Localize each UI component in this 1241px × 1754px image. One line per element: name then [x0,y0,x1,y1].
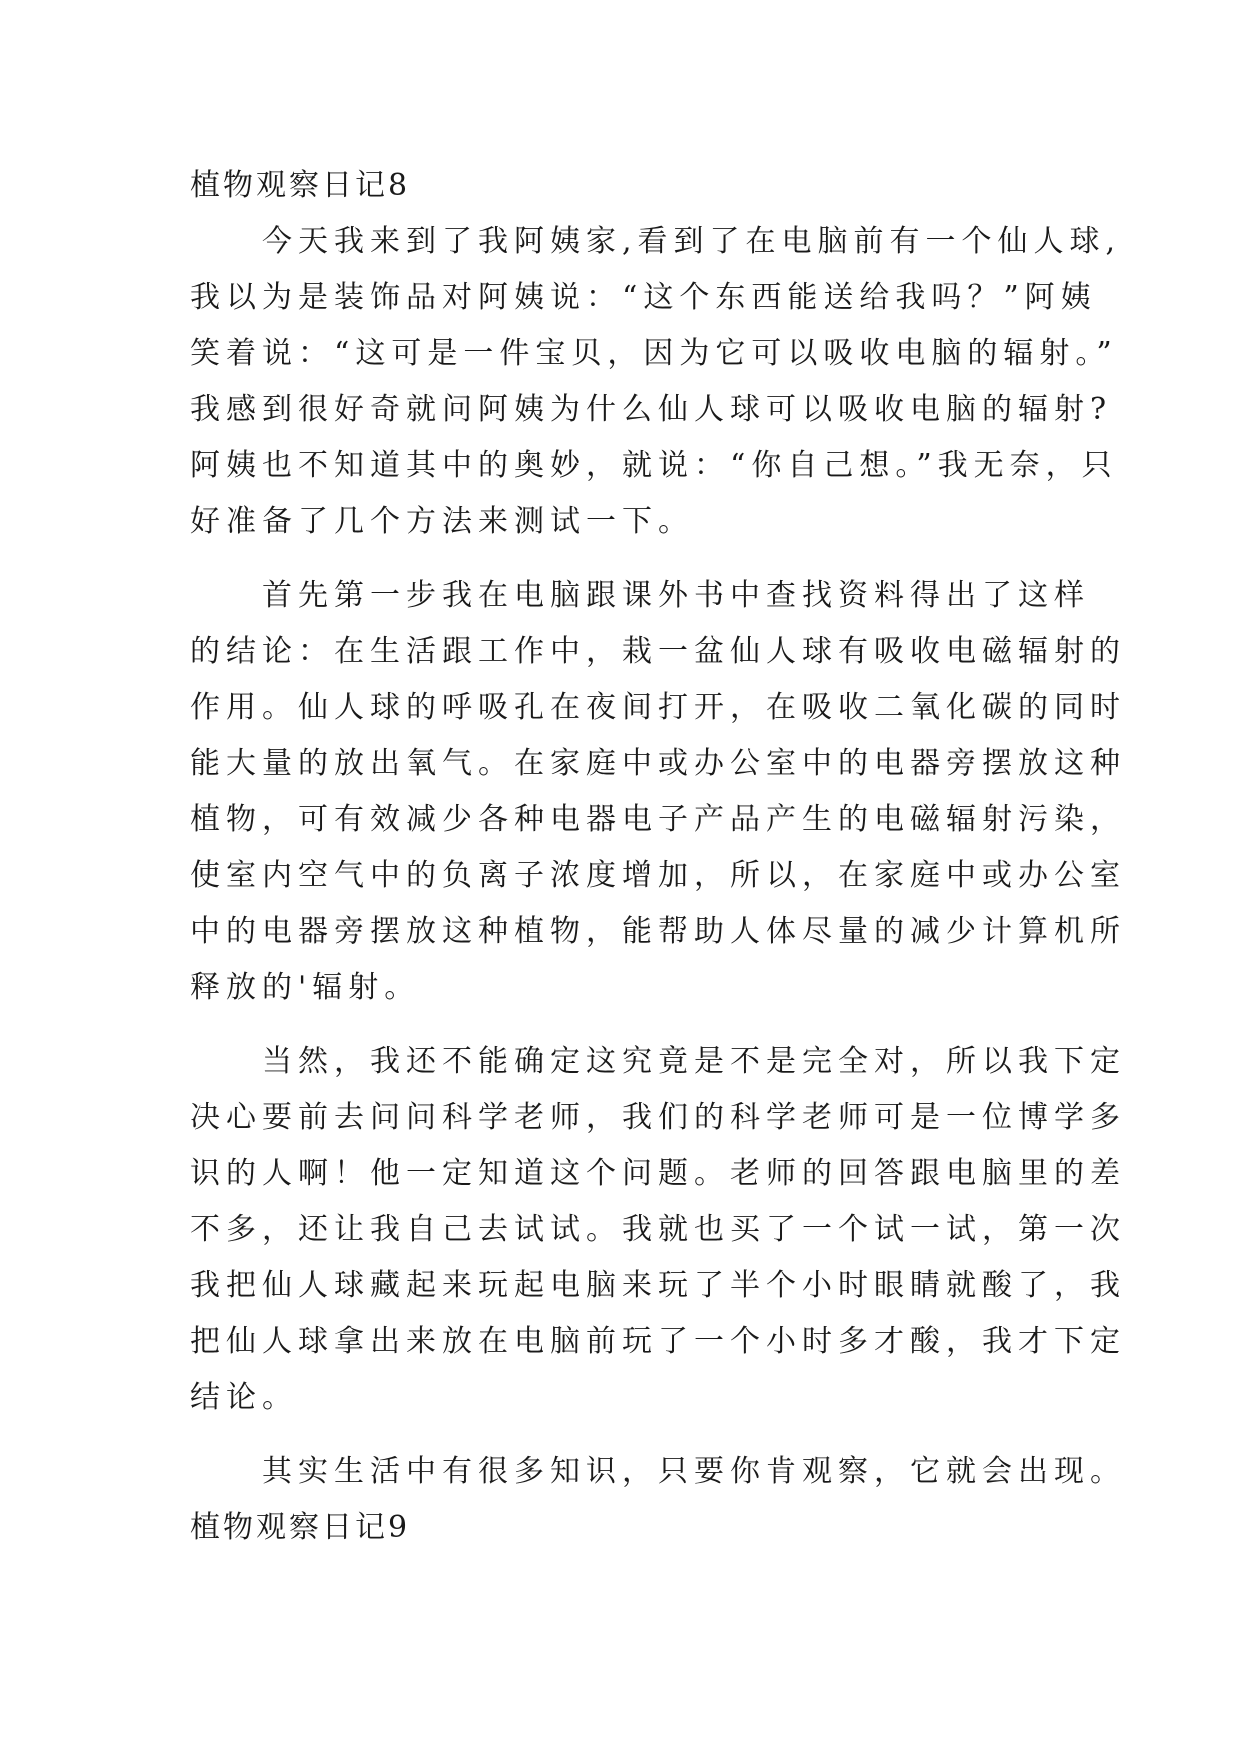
paragraph-3 [190,1034,1126,1426]
paragraph-line: 笑着说：“这可是一件宝贝，因为它可以吸收电脑的辐射。” [190,336,1118,371]
paragraph-line: 当然，我还不能确定这究竟是不是完全对，所以我下定 [262,1044,1126,1079]
paragraph-line: 阿姨也不知道其中的奥妙，就说：“你自己想。”我无奈，只 [190,448,1118,483]
paragraph-gap [190,1426,1090,1444]
paragraph-line: 的结论：在生活跟工作中，栽一盆仙人球有吸收电磁辐射的 [190,634,1126,669]
paragraph-line: 今天我来到了我阿姨家,看到了在电脑前有一个仙人球, [262,224,1122,259]
document-body [190,158,1126,1556]
paragraph-line: 决心要前去问问科学老师，我们的科学老师可是一位博学多 [190,1100,1126,1135]
paragraph-line: 把仙人球拿出来放在电脑前玩了一个小时多才酸，我才下定 [190,1324,1126,1359]
paragraph-line: 结论。 [190,1380,298,1415]
paragraph-line: 不多，还让我自己去试试。我就也买了一个试一试，第一次 [190,1212,1126,1247]
paragraph-line: 植物，可有效减少各种电器电子产品产生的电磁辐射污染， [190,802,1126,837]
paragraph-gap [190,550,1090,568]
paragraph-line: 释放的'辐射。 [190,970,421,1005]
paragraph-line: 识的人啊！他一定知道这个问题。老师的回答跟电脑里的差 [190,1156,1126,1191]
paragraph-2 [190,568,1126,1016]
paragraph-line: 能大量的放出氧气。在家庭中或办公室中的电器旁摆放这种 [190,746,1126,781]
paragraph-line: 作用。仙人球的呼吸孔在夜间打开，在吸收二氧化碳的同时 [190,690,1126,725]
paragraph-line: 我以为是装饰品对阿姨说：“这个东西能送给我吗？”阿姨 [190,280,1097,315]
paragraph-line: 我把仙人球藏起来玩起电脑来玩了半个小时眼睛就酸了，我 [190,1268,1126,1303]
paragraph-line: 使室内空气中的负离子浓度增加，所以，在家庭中或办公室 [190,858,1126,893]
paragraph-line: 我感到很好奇就问阿姨为什么仙人球可以吸收电脑的辐射? [190,392,1113,427]
paragraph-gap [190,1016,1090,1034]
diary-title-8: 植物观察日记8 [190,168,411,203]
paragraph-line: 中的电器旁摆放这种植物，能帮助人体尽量的减少计算机所 [190,914,1126,949]
paragraph-4 [190,1444,1126,1500]
diary-title-9: 植物观察日记9 [190,1510,411,1545]
paragraph-line: 其实生活中有很多知识，只要你肯观察，它就会出现。 [262,1454,1126,1489]
paragraph-1 [190,214,1122,550]
paragraph-line: 首先第一步我在电脑跟课外书中查找资料得出了这样 [262,578,1090,613]
paragraph-line: 好准备了几个方法来测试一下。 [190,504,694,539]
